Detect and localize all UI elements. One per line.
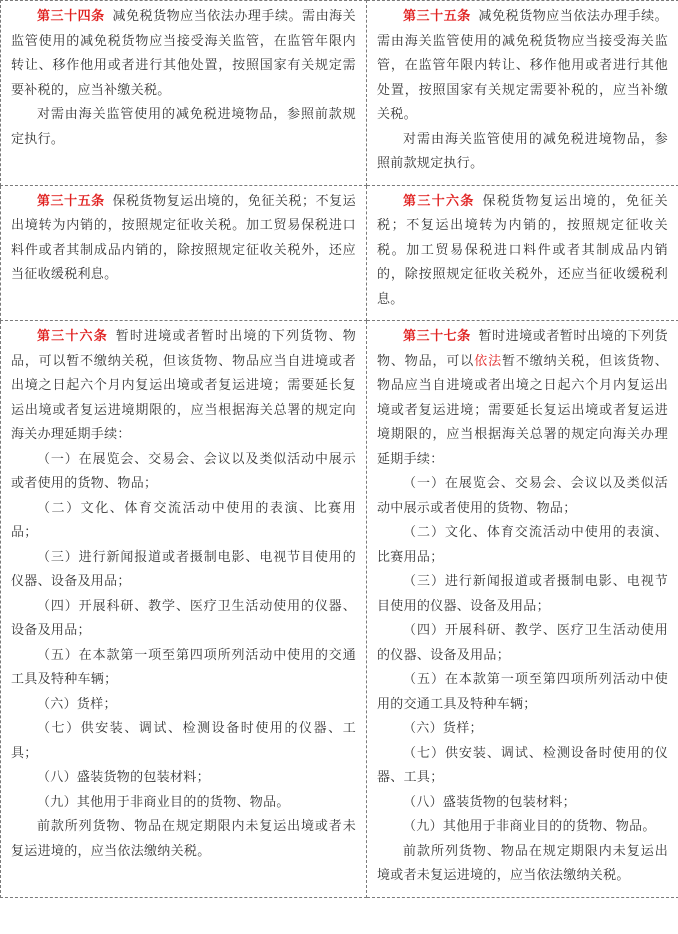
- list-item: （九）其他用于非商业目的的货物、物品。: [37, 794, 290, 810]
- article-paragraph: 对需由海关监管使用的减免税进境物品，参照前款规定执行。: [377, 131, 668, 171]
- list-item: （四）开展科研、教学、医疗卫生活动使用的仪器、设备及用品；: [11, 598, 356, 638]
- article-number: 第三十五条: [37, 193, 105, 209]
- article-number: 第三十六条: [37, 329, 108, 344]
- comparison-row: [1, 1, 678, 186]
- list-item: （二）文化、体育交流活动中使用的表演、比赛用品；: [377, 525, 668, 565]
- list-item: （一）在展览会、交易会、会议以及类似活动中展示或者使用的货物、物品；: [11, 451, 356, 491]
- list-item: （五）在本款第一项至第四项所列活动中使用的交通工具及特种车辆；: [377, 672, 668, 712]
- list-item: （三）进行新闻报道或者摄制电影、电视节目使用的仪器、设备及用品；: [11, 549, 356, 589]
- list-item: （四）开展科研、教学、医疗卫生活动使用的仪器、设备及用品；: [377, 623, 668, 663]
- comparison-row: [1, 321, 678, 898]
- article-paragraph: [377, 5, 668, 128]
- list-item: （三）进行新闻报道或者摄制电影、电视节目使用的仪器、设备及用品；: [377, 574, 668, 614]
- article-number: 第三十五条: [403, 9, 471, 24]
- list-item: （七）供安装、调试、检测设备时使用的仪器、工具；: [11, 721, 356, 761]
- list-item: （八）盛装货物的包装材料；: [37, 770, 210, 785]
- article-text: 减免税货物应当依法办理手续。需由海关监管使用的减免税货物应当接受海关监管，在监管年限内转让、移作他用或者进行其他处置，按照国家有关规定需要补税的，应当补缴关税。: [11, 9, 356, 98]
- list-item: （二）文化、体育交流活动中使用的表演、比赛用品；: [11, 500, 356, 540]
- comparison-row: [1, 185, 678, 321]
- article-text: 保税货物复运出境的，免征关税；不复运出境转为内销的，按照规定征收关税。加工贸易保税进口料件或者其制成品内销的，除按照规定征收关税外，还应当征收缓税利息。: [11, 193, 356, 282]
- old-text-cell: [1, 321, 367, 898]
- article-text: 暂时进境或者暂时出境的下列货物、物品，可以: [377, 329, 668, 369]
- list-item: （九）其他用于非商业目的的货物、物品。: [403, 819, 656, 834]
- article-paragraph: [377, 325, 668, 472]
- article-paragraph: 对需由海关监管使用的减免税进境物品，参照前款规定执行。: [11, 107, 356, 147]
- article-number: 第三十四条: [37, 9, 105, 24]
- new-text-cell: [367, 321, 678, 898]
- article-text: 减免税货物应当依法办理手续。需由海关监管使用的减免税货物应当接受海关监管，在监管年限内转让、移作他用或者进行其他处置，按照国家有关规定需要补税的，应当补缴关税。: [377, 9, 668, 122]
- new-text-cell: [367, 185, 678, 321]
- old-text-cell: [1, 185, 367, 321]
- article-number: 第三十六条: [403, 193, 475, 209]
- article-paragraph: [11, 190, 356, 288]
- article-paragraph: 前款所列货物、物品在规定期限内未复运出境或者未复运进境的，应当依法缴纳关税。: [377, 843, 668, 883]
- list-item: （七）供安装、调试、检测设备时使用的仪器、工具；: [377, 745, 668, 785]
- old-text-cell: [1, 1, 367, 186]
- list-item: （一）在展览会、交易会、会议以及类似活动中展示或者使用的货物、物品；: [377, 476, 668, 516]
- article-number: 第三十七条: [403, 329, 471, 344]
- highlighted-change: 依法: [474, 353, 502, 369]
- article-paragraph: [377, 190, 668, 313]
- article-paragraph: [11, 5, 356, 103]
- list-item: （五）在本款第一项至第四项所列活动中使用的交通工具及特种车辆；: [11, 647, 356, 687]
- list-item: （六）货样；: [37, 696, 117, 712]
- article-paragraph: 前款所列货物、物品在规定期限内未复运出境或者未复运进境的，应当依法缴纳关税。: [11, 819, 356, 859]
- article-text: 暂时进境或者暂时出境的下列货物、物品，可以暂不缴纳关税，但该货物、物品应当自进境或者出境之日起六个月内复运出境或者复运进境；需要延长复运出境或者复运进境期限的，应当根据海关总署的规定向海关办理延期手续：: [11, 329, 356, 442]
- article-text: 保税货物复运出境的，免征关税；不复运出境转为内销的，按照规定征收关税。加工贸易保税进口料件或者其制成品内销的，除按照规定征收关税外，还应当征收缓税利息。: [377, 193, 668, 307]
- list-item: （六）货样；: [403, 721, 483, 736]
- article-text: 暂不缴纳关税，但该货物、物品应当自进境或者出境之日起六个月内复运出境或者复运进境；需要延长复运出境或者复运进境期限的，应当根据海关总署的规定向海关办理延期手续：: [377, 353, 668, 467]
- article-paragraph: [11, 325, 356, 448]
- new-text-cell: [367, 1, 678, 186]
- list-item: （八）盛装货物的包装材料；: [403, 794, 576, 810]
